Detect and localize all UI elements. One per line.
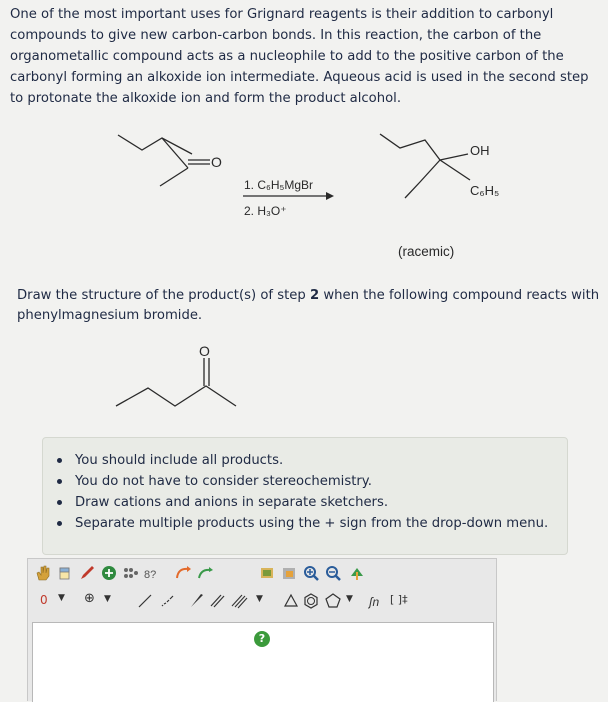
curved-arrow-icon[interactable] bbox=[174, 564, 192, 582]
template-icon[interactable] bbox=[258, 564, 276, 582]
product-substituent: C₆H₅ bbox=[470, 183, 500, 198]
zoom-out-icon[interactable] bbox=[324, 564, 342, 582]
reagent-step-2: 2. H₃O⁺ bbox=[244, 204, 287, 218]
reactant-structure bbox=[118, 135, 210, 186]
help-icon[interactable]: ? bbox=[254, 631, 270, 647]
question-step-number: 2 bbox=[309, 288, 320, 303]
reactant-oxygen: O bbox=[211, 154, 222, 170]
reaction-scheme bbox=[0, 130, 608, 275]
instruction-item: Separate multiple products using the + sign from the drop-down menu. bbox=[65, 513, 567, 534]
question-part-b: when the following compound reacts with phenylmagnesium bromide. bbox=[17, 288, 600, 323]
wedge-bond-icon[interactable] bbox=[188, 592, 206, 610]
benzene-ring-icon[interactable] bbox=[302, 592, 320, 610]
question-part-a: Draw the structure of the product(s) of step bbox=[17, 288, 310, 303]
chevron-down-icon: ▼ bbox=[104, 594, 111, 604]
zoom-in-icon[interactable] bbox=[302, 564, 320, 582]
reaction-arrow bbox=[243, 192, 334, 200]
given-compound-structure bbox=[100, 334, 280, 426]
reagent-step-1: 1. C₆H₅MgBr bbox=[244, 178, 314, 192]
bullet-icon bbox=[57, 458, 62, 463]
product-structure bbox=[380, 134, 470, 198]
triple-bond-icon[interactable] bbox=[230, 592, 248, 610]
chevron-down-icon: ▼ bbox=[58, 593, 65, 603]
intro-paragraph: One of the most important uses for Grignard reagents is their addition to carbonyl compounds to give new carbon-carbon bonds. In this reaction, the carbon of the organometallic compound acts as a nucleophile to add to the positive carbon of the carbonyl forming an alkoxide ion intermediate. Aqueous acid is used in the second step to protonate the alkoxide ion and form the product alcohol. bbox=[10, 7, 589, 106]
half-arrow-icon[interactable] bbox=[196, 564, 214, 582]
question-text bbox=[17, 286, 602, 326]
radical-icon[interactable] bbox=[142, 564, 160, 582]
group-icon[interactable] bbox=[368, 592, 386, 610]
chevron-down-icon[interactable]: ▼ bbox=[346, 594, 353, 604]
structure-sketcher[interactable] bbox=[27, 558, 497, 701]
plus-icon: ⊕ bbox=[84, 591, 95, 606]
svg-text:ʃn: ʃn bbox=[369, 595, 380, 609]
hashed-bond-icon[interactable] bbox=[158, 592, 176, 610]
bullet-icon bbox=[57, 521, 62, 526]
cyclopentane-icon[interactable] bbox=[324, 592, 342, 610]
plus-selector[interactable] bbox=[80, 591, 120, 611]
instruction-item: You do not have to consider stereochemistry. bbox=[65, 471, 567, 492]
double-bond-icon[interactable] bbox=[208, 592, 226, 610]
sketcher-toolbar-bottom bbox=[28, 589, 496, 615]
product-oh: OH bbox=[470, 143, 490, 158]
chevron-down-icon[interactable]: ▼ bbox=[256, 594, 263, 604]
instructions-panel bbox=[42, 437, 568, 555]
charge-selector[interactable] bbox=[32, 591, 72, 611]
pencil-icon[interactable] bbox=[78, 564, 96, 582]
bullet-icon bbox=[57, 479, 62, 484]
clean-structure-icon[interactable] bbox=[348, 564, 366, 582]
instruction-item: You should include all products. bbox=[65, 450, 567, 471]
eraser-icon[interactable] bbox=[56, 564, 74, 582]
cyclopropane-icon[interactable] bbox=[282, 592, 300, 610]
bracket-icon[interactable]: [ ]‡ bbox=[390, 593, 408, 606]
lone-pair-icon[interactable] bbox=[122, 564, 140, 582]
sketcher-toolbar-top bbox=[28, 561, 496, 587]
instruction-item: Draw cations and anions in separate sketchers. bbox=[65, 492, 567, 513]
single-bond-icon[interactable] bbox=[136, 592, 154, 610]
open-file-icon[interactable] bbox=[280, 564, 298, 582]
bullet-icon bbox=[57, 500, 62, 505]
instructions-list bbox=[43, 450, 567, 534]
charge-value: 0 bbox=[40, 593, 48, 607]
racemic-label: (racemic) bbox=[398, 244, 455, 259]
charge-plus-icon[interactable] bbox=[100, 564, 118, 582]
compound-oxygen: O bbox=[199, 343, 210, 359]
hand-tool-icon[interactable] bbox=[34, 564, 52, 582]
svg-text:8?: 8? bbox=[144, 569, 157, 581]
